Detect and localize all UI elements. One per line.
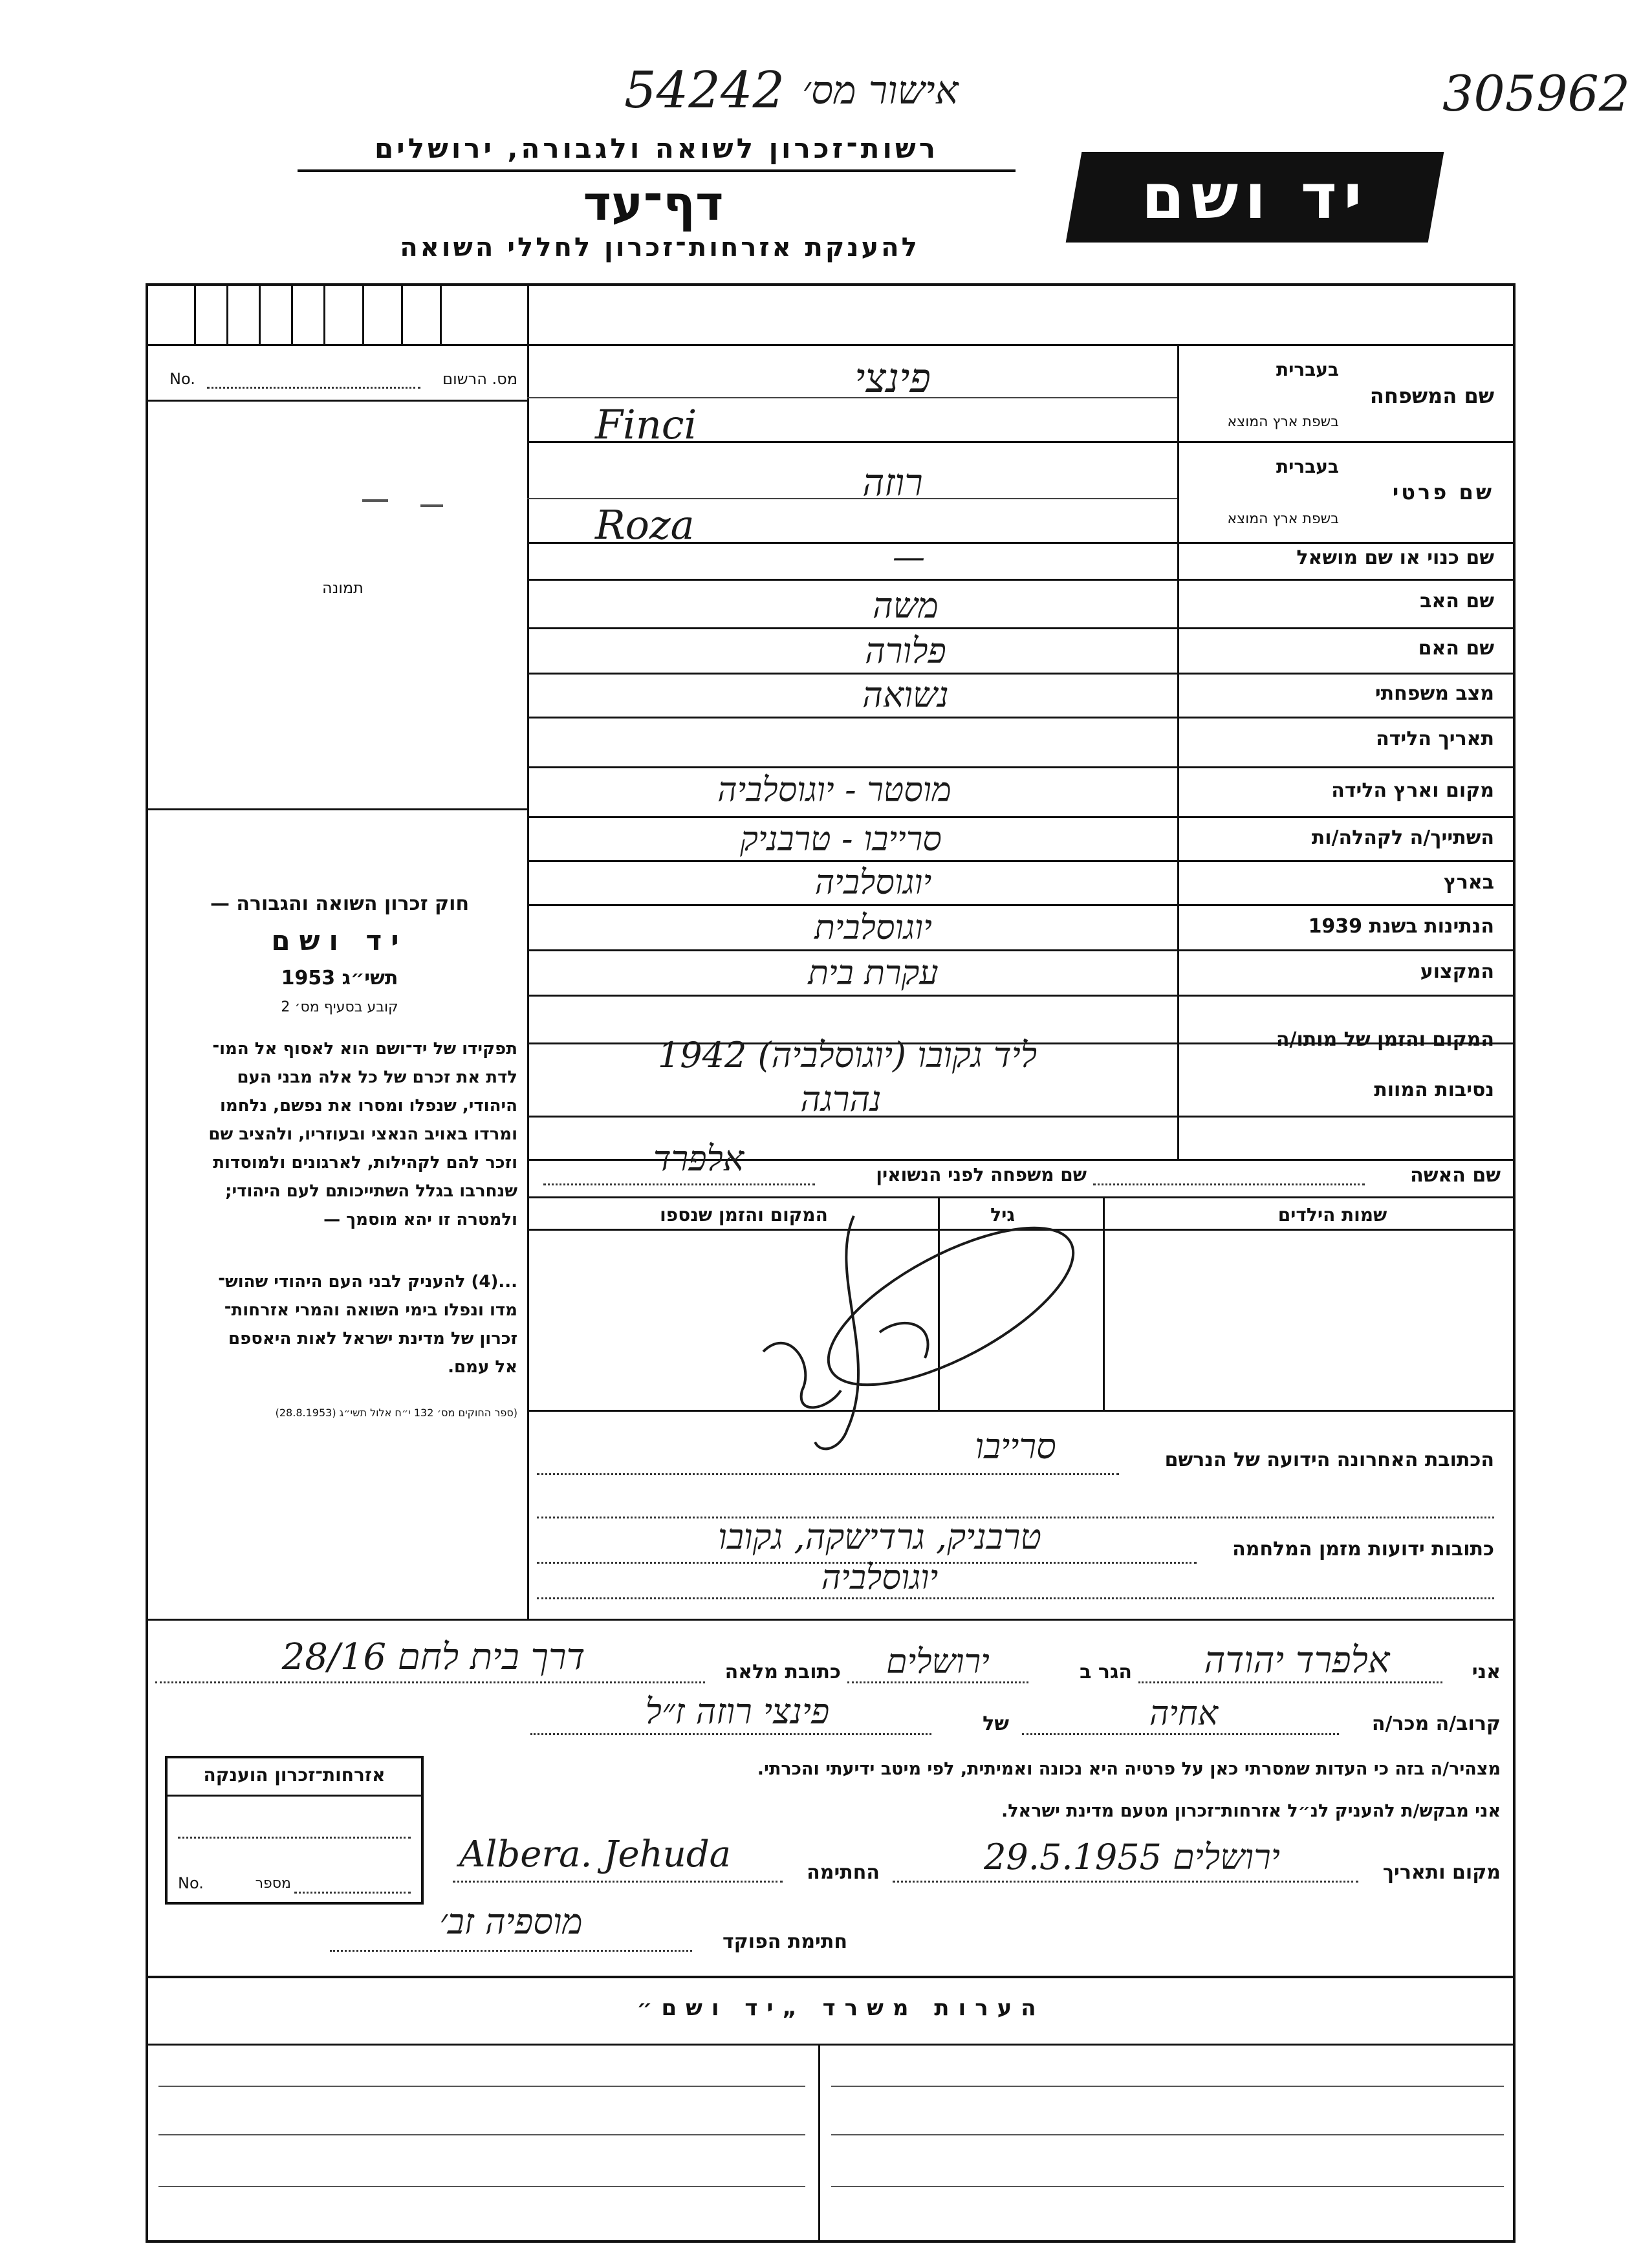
remarks-line[interactable] [831, 2086, 1504, 2087]
photo-mark [420, 504, 443, 507]
signature-field[interactable] [453, 1881, 783, 1883]
remarks-line[interactable] [831, 2134, 1504, 2135]
remarks-line[interactable] [831, 2186, 1504, 2187]
photo-bottom [146, 808, 527, 810]
approval-number: 54242 [624, 61, 785, 120]
full-address-label: כתובת מלאה [724, 1661, 841, 1683]
relative-label: קרוב/ה מכר/ה [1371, 1712, 1501, 1735]
city-field[interactable] [847, 1681, 1028, 1683]
declaration-request: אני מבקש/ת להעניק לנ״ל אזרחות־זכרון מטעם מדינת ישראל. [1001, 1801, 1501, 1821]
children-place-header: המקום והזמן שנספו [660, 1204, 828, 1226]
law-line: שנחרבו בגלל השתייכותם לעם היהודי; [225, 1182, 517, 1201]
first-name-hebrew[interactable]: רוזה [862, 460, 923, 504]
declarant-name[interactable]: אלפרד יהודה [1204, 1639, 1390, 1681]
full-address-field[interactable] [155, 1681, 705, 1683]
nickname-value[interactable]: — [893, 538, 925, 576]
law-line: ולמטרה זו יהא מוסמך — [323, 1210, 517, 1229]
remarks-line[interactable] [158, 2186, 805, 2187]
photo-mark [362, 499, 388, 502]
citizenship-1939-label: הנתינות בשנת 1939 [1308, 915, 1494, 938]
father-value[interactable]: משה [873, 585, 939, 626]
reg-no-line [146, 400, 527, 402]
box-div [401, 283, 403, 344]
officer-label: חתימת הפוקד [723, 1930, 847, 1953]
family-in-hebrew-label: בעברית [1276, 359, 1339, 380]
box-div [259, 283, 261, 344]
full-address-value[interactable]: דרך בית לחם 28/16 [281, 1636, 585, 1678]
law-line: מדו ונפלו בימי השואה והמרי אזרחות־ [224, 1301, 517, 1320]
reg-no-field[interactable] [207, 387, 420, 389]
last-address-value[interactable]: סרייבו [975, 1426, 1056, 1467]
children-names-header: שמות הילדים [1277, 1204, 1387, 1226]
citizenship-box-line[interactable] [178, 1837, 411, 1839]
remarks-title: הערות משרד „יד ושם״ [636, 1995, 1045, 2021]
place-date-label: מקום ותאריך [1382, 1861, 1501, 1884]
form-subtitle: להענקת אזרחות־זכרון לחללי השואה [400, 233, 920, 263]
community-label: השתייך/ה לקהלה/ות [1311, 826, 1494, 849]
logo-text: יד ושם [1141, 160, 1369, 233]
officer-field[interactable] [330, 1950, 692, 1952]
family-name-hebrew[interactable]: פינצי [854, 354, 931, 402]
death-place-value[interactable]: ליד גקובו (יוגוסלביה) 1942 [657, 1035, 1038, 1075]
reg-no-label: מס. הרשום [442, 370, 517, 388]
law-line: וזכר להם לקהילות, לארגונים ולמוסדות [213, 1153, 517, 1172]
row-sep [527, 995, 1516, 997]
citizenship-granted-title: אזרחות־זכרון הוענקה [203, 1764, 386, 1786]
row-sep [527, 717, 1516, 718]
of-label: של [983, 1712, 1009, 1735]
maiden-name-value[interactable]: אלפרד [653, 1138, 744, 1179]
signature-value[interactable]: Albera. Jehuda [459, 1833, 732, 1875]
family-name-label: שם המשפחה [1369, 383, 1494, 408]
row-sep [527, 1116, 1516, 1118]
resident-label: הגר ב [1080, 1661, 1132, 1683]
father-label: שם האב [1420, 590, 1494, 612]
approval-label: אישור מס׳ [802, 68, 959, 113]
law-line: תפקידו של יד־ושם הוא לאסוף אל המו־ [212, 1039, 517, 1059]
birth-date-label: תאריך הלידה [1376, 728, 1494, 750]
first-in-hebrew-label: בעברית [1276, 456, 1339, 477]
remarks-line[interactable] [158, 2134, 805, 2135]
law-line: ומרדו באויב הנאצי ובעוזריו, ולהציב שם [208, 1125, 517, 1144]
war-addresses-value-1[interactable]: טרבניק, גרדישקה, גקובו [718, 1517, 1041, 1557]
death-cause-value[interactable]: נהרגה [800, 1079, 882, 1119]
row-sep [527, 816, 1516, 818]
remarks-col-div [818, 2044, 820, 2243]
place-date-field[interactable] [893, 1881, 1358, 1883]
box-div [194, 283, 196, 344]
declaration-top [146, 1619, 1516, 1621]
law-footnote: (ספר החוקים מס׳ 132 י״ח אלול תשי״ג (28.8.1953) [275, 1407, 517, 1419]
profession-label: המקצוע [1420, 960, 1494, 983]
officer-value[interactable]: מוספיה זב׳ [439, 1901, 583, 1942]
row-sep [527, 949, 1516, 951]
death-place-label: המקום והזמן של מותו/ה [1276, 1028, 1494, 1051]
wife-field[interactable] [1093, 1183, 1365, 1185]
country-label: בארץ [1443, 871, 1494, 894]
first-in-local-label: בשפת ארץ המוצא [1227, 511, 1339, 527]
row-sep [527, 860, 1516, 862]
box-div [323, 283, 325, 344]
children-crossed-note [763, 1326, 893, 1342]
place-date-value[interactable]: ירושלים 29.5.1955 [984, 1837, 1280, 1877]
declarant-name-field[interactable] [1138, 1681, 1442, 1683]
row-sep [527, 904, 1516, 906]
photo-label: תמונה [322, 579, 364, 597]
maiden-name-field[interactable] [543, 1183, 815, 1185]
top-row-bottom [146, 344, 1516, 346]
law-name: יד ושם [271, 925, 408, 956]
law-year: תשי״ג 1953 [281, 967, 398, 989]
war-addresses-label: כתובות ידועות מזמן המלחמה [1232, 1538, 1494, 1561]
box-div [291, 283, 293, 344]
citizenship-1939-value[interactable]: יוגוסלבית [814, 909, 932, 947]
law-line: זכרון של מדינת ישראל לאות היאספם [228, 1329, 517, 1348]
authority-title: רשות־זכרון לשואה ולגבורה, ירושלים [374, 133, 939, 164]
family-name-local[interactable]: Finci [595, 401, 697, 448]
box-div [440, 283, 442, 344]
law-line: היהודי, שנפלו ומסרו את נפשם, נלחמו [219, 1096, 517, 1116]
last-address-field[interactable] [537, 1473, 1119, 1475]
law-line: ...(4) להעניק לבני העם היהודי שהוש־ [218, 1272, 517, 1291]
mother-value[interactable]: פלורה [865, 631, 946, 671]
family-in-local-label: בשפת ארץ המוצא [1227, 414, 1339, 430]
declaration-statement: מצהיר/ה בזה כי העדות שמסרתי כאן על פרטיה היא נכונה ואמיתית, לפי מיטב ידיעתי והכרתי. [757, 1759, 1501, 1779]
citizenship-number-field[interactable] [294, 1892, 411, 1894]
of-name-value[interactable]: פינצי רוזה ז״ל [645, 1691, 830, 1732]
relation-field[interactable] [1022, 1733, 1339, 1735]
declaration-i-label: אני [1472, 1661, 1501, 1683]
death-cause-label: נסיבות המוות [1374, 1079, 1494, 1101]
box-div [226, 283, 228, 344]
country-value[interactable]: יוגוסלביה [814, 863, 932, 902]
remarks-sep [146, 2044, 1516, 2046]
row-sep [527, 766, 1516, 768]
citizenship-number-label: מספר [255, 1875, 291, 1892]
first-name-local[interactable]: Roza [595, 501, 695, 548]
profession-value[interactable]: עקרת בית [808, 954, 939, 993]
law-section: קובע בסעיף מס׳ 2 [281, 999, 398, 1015]
remarks-top [146, 1976, 1516, 1978]
city-value[interactable]: ירושלים [886, 1643, 990, 1681]
community-value[interactable]: סרייבו - טרבניק [740, 820, 942, 859]
remarks-line[interactable] [158, 2086, 805, 2087]
citizenship-number-latin: No. [178, 1874, 204, 1892]
relation-value[interactable]: אחיה [1149, 1694, 1219, 1733]
law-line: לדת את זכרם של כל אלה מבני העם [237, 1068, 517, 1087]
box-div [362, 283, 364, 344]
wife-label: שם האשה [1410, 1164, 1501, 1187]
marital-value[interactable]: נשואה [862, 675, 949, 715]
row-sep [527, 579, 1516, 581]
children-age-header: גיל [990, 1204, 1015, 1226]
marital-label: מצב משפחתי [1375, 682, 1494, 705]
first-name-label: שם פרטי [1392, 480, 1494, 504]
nickname-label: שם כנוי או שם מושאל [1296, 546, 1494, 569]
war-addresses-field-2[interactable] [537, 1597, 1494, 1599]
war-addresses-value-2[interactable]: יוגוסלביה [821, 1559, 939, 1597]
law-title: חוק זכרון השואה והגבורה — [210, 892, 470, 915]
law-line: אל עמם. [448, 1357, 517, 1377]
reg-no-latin: No. [169, 370, 195, 388]
row-sep [527, 627, 1516, 629]
maiden-name-label: שם משפחה לפני הנשואין [876, 1164, 1087, 1185]
law-body-2 [155, 1268, 517, 1381]
signature-label: החתימה [807, 1861, 880, 1884]
birth-place-label: מקום וארץ הלידה [1331, 779, 1494, 802]
law-body [155, 1035, 517, 1234]
authority-underline [298, 169, 1016, 172]
birth-place-value[interactable]: מוסטר - יוגוסלביה [717, 771, 951, 810]
last-address-label: הכתובת האחרונה הידועה של הנרשם [1164, 1449, 1494, 1471]
of-name-field[interactable] [530, 1733, 931, 1735]
mother-label: שם האם [1418, 637, 1494, 660]
label-column-divider [1177, 344, 1179, 1159]
corner-number: 305962 [1442, 65, 1630, 122]
citizenship-box-sep [165, 1795, 424, 1797]
form-title: דף־עד [583, 176, 724, 232]
